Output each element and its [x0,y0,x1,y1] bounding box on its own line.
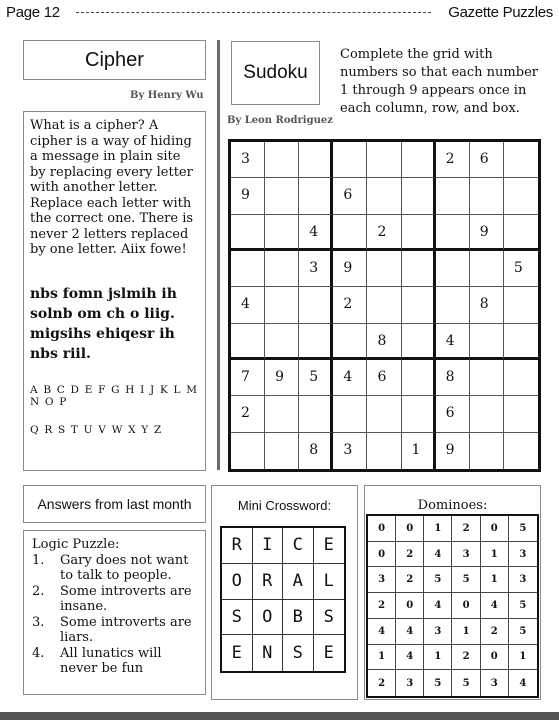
sudoku-cell-value: 4 [309,223,319,240]
sudoku-cell[interactable] [504,215,538,251]
domino-cell: 3 [509,542,537,568]
sudoku-cell[interactable] [367,396,401,432]
list-item-text: Gary does not want to talk to people. [60,552,189,583]
domino-cell: 5 [509,619,537,645]
sudoku-cell-value: 8 [377,332,387,349]
sudoku-cell[interactable] [265,215,299,251]
domino-cell: 5 [509,516,537,542]
sudoku-cell[interactable] [299,178,333,214]
domino-cell: 2 [396,542,424,568]
sudoku-cell[interactable] [231,215,265,251]
sudoku-cell[interactable] [504,142,538,178]
dominoes-grid [366,514,539,698]
sudoku-cell[interactable] [402,251,436,287]
domino-cell: 5 [424,670,452,696]
domino-cell: 5 [452,567,480,593]
sudoku-cell[interactable] [231,324,265,360]
sudoku-cell[interactable] [231,433,265,469]
domino-cell: 3 [481,670,509,696]
cipher-alphabet-row-1: A B C D E F G H I J K L M N O P [30,383,199,408]
sudoku-cell[interactable] [333,215,367,251]
crossword-cell[interactable]: E [222,635,253,671]
domino-cell: 2 [481,619,509,645]
sudoku-cell[interactable] [436,215,470,251]
domino-cell: 2 [396,567,424,593]
sudoku-cell[interactable] [470,396,504,432]
sudoku-cell[interactable] [231,287,265,323]
sudoku-cell[interactable] [504,433,538,469]
crossword-cell[interactable]: C [283,528,314,564]
sudoku-cell-value: 9 [343,259,353,276]
domino-cell: 1 [481,542,509,568]
sudoku-cell[interactable] [436,324,470,360]
sudoku-cell[interactable] [333,287,367,323]
sudoku-cell[interactable] [436,142,470,178]
sudoku-cell[interactable] [402,178,436,214]
dominoes-panel [364,485,541,700]
sudoku-cell[interactable] [367,360,401,396]
crossword-cell[interactable]: S [314,600,345,636]
list-item-number: 2. [32,583,45,599]
sudoku-cell-value: 4 [241,296,250,313]
domino-cell: 4 [396,619,424,645]
sudoku-cell[interactable] [333,396,367,432]
sudoku-cell-value: 9 [241,187,250,204]
crossword-cell[interactable]: O [222,564,253,600]
sudoku-cell[interactable] [402,142,436,178]
crossword-cell[interactable]: A [283,564,314,600]
sudoku-cell[interactable] [265,324,299,360]
domino-cell: 5 [509,593,537,619]
sudoku-cell-value: 9 [445,441,455,458]
sudoku-cell-value: 6 [377,368,387,385]
sudoku-cell[interactable] [402,396,436,432]
list-item-text: All lunatics will never be fun [60,645,162,676]
sudoku-cell[interactable] [470,287,504,323]
cipher-alphabet-row-2: Q R S T U V W X Y Z [30,423,163,436]
domino-cell: 1 [452,619,480,645]
cipher-intro-text: What is a cipher? A cipher is a way of hiding a message in plain site by replacing every letter with another letter. Replace each letter with the correct one. There is never 2 letters replaced by one letter. Aiix fowe! [30,118,194,257]
sudoku-cell-value: 2 [377,223,387,240]
domino-cell: 5 [452,670,480,696]
sudoku-cell-value: 5 [513,259,523,276]
domino-cell: 1 [424,645,452,671]
sudoku-cell[interactable] [231,251,265,287]
sudoku-instructions: Complete the grid with numbers so that each number 1 through 9 appears once in each column, row, and box. [340,47,538,116]
sudoku-cell[interactable] [436,178,470,214]
sudoku-cell[interactable] [367,142,401,178]
domino-cell: 5 [424,567,452,593]
page-bottom-bar [0,712,559,720]
sudoku-cell-value: 4 [343,368,353,385]
crossword-cell[interactable]: B [283,600,314,636]
domino-cell: 1 [509,645,537,671]
sudoku-cell[interactable] [367,178,401,214]
sudoku-cell[interactable] [367,287,401,323]
sudoku-cell[interactable] [333,324,367,360]
domino-cell: 1 [368,645,396,671]
sudoku-cell[interactable] [367,251,401,287]
list-item-number: 1. [32,552,45,568]
sudoku-cell-value: 7 [241,368,250,385]
sudoku-cell[interactable] [367,433,401,469]
sudoku-cell[interactable] [231,396,265,432]
sudoku-cell[interactable] [367,324,401,360]
domino-cell: 2 [452,645,480,671]
sudoku-byline: By Leon Rodriguez [227,115,333,126]
sudoku-cell[interactable] [470,215,504,251]
sudoku-cell[interactable] [333,142,367,178]
dominoes-title: Dominoes: [417,498,488,513]
sudoku-cell[interactable] [333,360,367,396]
list-item [32,615,197,646]
sudoku-cell[interactable] [231,178,265,214]
sudoku-cell[interactable] [436,396,470,432]
list-item [32,553,197,584]
sudoku-cell-value: 6 [479,151,489,167]
sudoku-cell[interactable] [231,142,265,178]
publication-name: Gazette Puzzles [448,4,553,21]
domino-cell: 4 [368,619,396,645]
domino-cell: 0 [368,542,396,568]
sudoku-cell[interactable] [265,396,299,432]
sudoku-cell[interactable] [299,360,333,396]
sudoku-cell[interactable] [504,287,538,323]
header-dashed-rule [76,12,431,13]
list-item-text: Some introverts are liars. [60,614,192,645]
sudoku-cell[interactable] [299,215,333,251]
cipher-panel [23,111,206,471]
answers-title: Answers from last month [23,485,206,523]
sudoku-cell[interactable] [402,360,436,396]
sudoku-cell-value: 2 [445,151,455,167]
sudoku-cell[interactable] [367,215,401,251]
column-divider [217,40,220,470]
domino-cell: 2 [368,593,396,619]
domino-cell: 0 [481,645,509,671]
sudoku-cell-value: 6 [343,187,353,204]
cipher-title: Cipher [23,40,206,80]
list-item-number: 3. [32,614,45,630]
sudoku-cell[interactable] [504,178,538,214]
crossword-cell[interactable]: R [222,528,253,564]
domino-cell: 1 [481,567,509,593]
sudoku-cell[interactable] [470,251,504,287]
domino-cell: 0 [452,593,480,619]
sudoku-cell-value: 5 [309,368,319,385]
domino-cell: 3 [368,567,396,593]
sudoku-cell-value: 8 [309,441,319,458]
domino-cell: 3 [509,567,537,593]
sudoku-cell[interactable] [333,251,367,287]
sudoku-cell[interactable] [299,396,333,432]
domino-cell: 4 [396,645,424,671]
sudoku-title: Sudoku [231,41,320,105]
crossword-cell[interactable]: R [253,564,284,600]
sudoku-cell[interactable] [402,324,436,360]
domino-cell: 4 [424,593,452,619]
mini-crossword-grid [220,526,346,673]
sudoku-cell[interactable] [470,142,504,178]
sudoku-cell-value: 3 [241,151,250,167]
domino-cell: 1 [424,516,452,542]
sudoku-cell[interactable] [470,360,504,396]
logic-answers-list [32,553,197,677]
sudoku-cell[interactable] [299,142,333,178]
sudoku-cell[interactable] [333,433,367,469]
sudoku-grid [228,139,541,472]
sudoku-cell-value: 9 [479,223,489,240]
sudoku-cell[interactable] [265,287,299,323]
sudoku-cell[interactable] [265,142,299,178]
sudoku-cell[interactable] [299,251,333,287]
sudoku-cell[interactable] [299,433,333,469]
answers-panel [23,530,206,695]
domino-cell: 4 [481,593,509,619]
sudoku-cell[interactable] [265,178,299,214]
sudoku-cell[interactable] [299,324,333,360]
mini-crossword-panel [211,485,358,700]
sudoku-cell-value: 8 [479,296,489,313]
sudoku-cell[interactable] [504,396,538,432]
sudoku-cell[interactable] [470,178,504,214]
crossword-cell[interactable]: E [323,643,334,664]
sudoku-cell[interactable] [504,324,538,360]
domino-cell: 4 [519,677,527,689]
sudoku-cell[interactable] [265,433,299,469]
sudoku-cell-value: 8 [445,368,455,385]
list-item [32,646,197,677]
sudoku-cell[interactable] [265,251,299,287]
domino-cell: 2 [368,670,396,696]
sudoku-cell-value: 2 [241,405,250,422]
sudoku-cell-value: 9 [275,368,285,385]
sudoku-cell[interactable] [436,433,470,469]
sudoku-cell-value: 4 [445,332,455,349]
crossword-cell[interactable]: S [222,600,253,636]
sudoku-cell[interactable] [504,251,538,287]
crossword-cell[interactable]: E [314,528,345,564]
sudoku-cell-value: 3 [343,441,353,458]
sudoku-cell-value: 1 [411,441,421,458]
domino-cell: 0 [396,593,424,619]
domino-cell: 0 [481,516,509,542]
crossword-cell[interactable]: O [253,600,284,636]
domino-cell: 4 [424,542,452,568]
sudoku-cell[interactable] [265,360,299,396]
sudoku-cell-value: 6 [445,405,455,422]
sudoku-cell-value: 3 [309,259,319,276]
sudoku-cell[interactable] [504,360,538,396]
domino-cell: 2 [452,516,480,542]
sudoku-cell[interactable] [402,215,436,251]
sudoku-cell[interactable] [470,324,504,360]
cipher-byline: By Henry Wu [130,90,204,101]
list-item-text: Some introverts are insane. [60,583,192,614]
sudoku-cell[interactable] [299,287,333,323]
sudoku-cell-value: 2 [343,296,353,313]
domino-cell: 3 [424,619,452,645]
crossword-cell[interactable]: I [253,528,284,564]
sudoku-cell[interactable] [402,433,436,469]
sudoku-cell[interactable] [402,287,436,323]
cipher-encrypted-message: nbs fomn jslmih ih solnb om ch o liig. migsihs ehiqesr ih nbs riil. [30,285,177,362]
sudoku-cell[interactable] [436,360,470,396]
page-number: Page 12 [6,4,60,21]
sudoku-cell[interactable] [436,287,470,323]
sudoku-cell[interactable] [436,251,470,287]
domino-cell: 0 [368,516,396,542]
crossword-cell[interactable]: N [253,635,284,671]
crossword-cell[interactable]: L [314,564,345,600]
list-item-number: 4. [32,645,45,661]
sudoku-cell[interactable] [231,360,265,396]
list-item [32,584,197,615]
mini-crossword-title: Mini Crossword: [237,498,332,513]
domino-cell: 3 [396,670,424,696]
sudoku-cell[interactable] [333,178,367,214]
sudoku-cell[interactable] [470,433,504,469]
domino-cell: 3 [452,542,480,568]
crossword-cell[interactable]: S [283,635,314,671]
logic-puzzle-heading: Logic Puzzle: [32,537,120,552]
domino-cell: 0 [396,516,424,542]
